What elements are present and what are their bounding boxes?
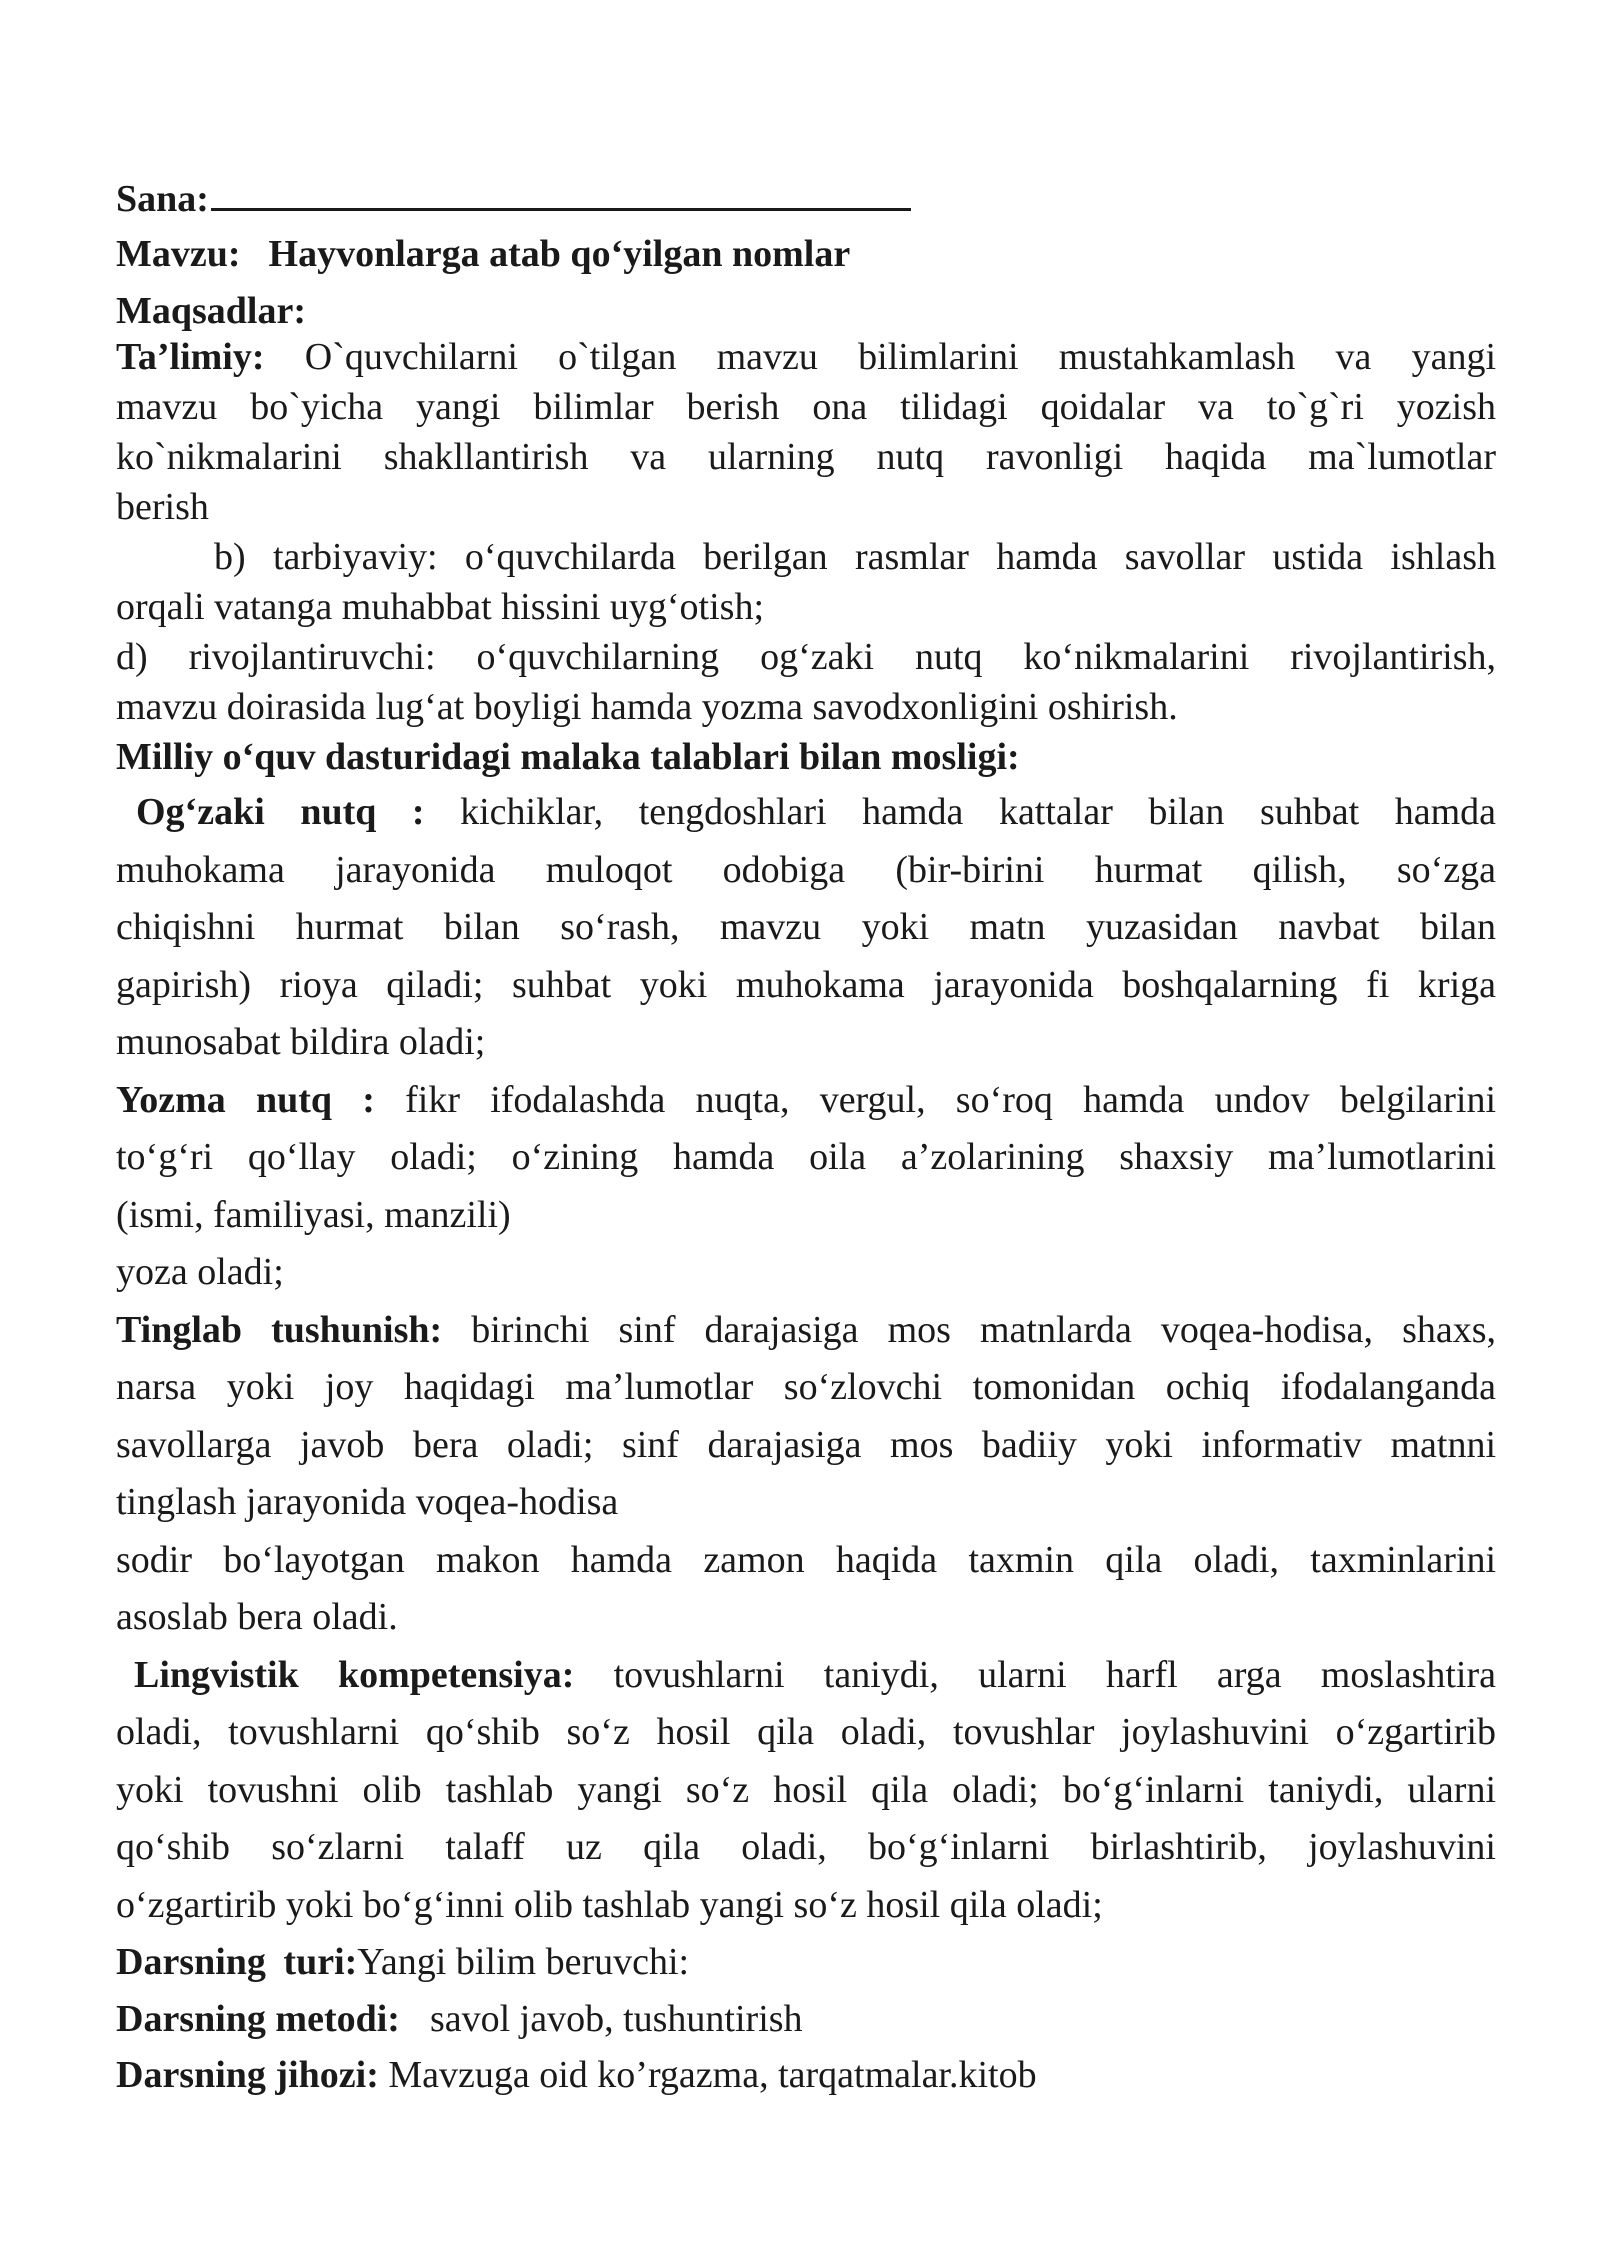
listening-line-2: narsa yoki joy haqidagi ma’lumotlar so‘zlovchi tomonidan ochiq ifodalanganda [116,1366,1496,1408]
listening-line-4: tinglash jarayonida voqea-hodisa [116,1481,619,1523]
educational-goal-line-2: mavzu bo`yicha yangi bilimlar berish ona tilidagi qoidalar va to`g`ri yozish [116,386,1496,428]
oral-speech-text-1: kichiklar, tengdoshlari hamda kattalar bilan suhbat hamda [460,791,1496,833]
linguistic-line-1 [116,1647,1496,1705]
topic-value: Hayvonlarga atab qo‘yilgan nomlar [268,233,851,275]
date-row [116,168,1496,228]
lesson-method-label: Darsning metodi: [116,1997,400,2040]
oral-speech-line-5: munosabat bildira oladi; [116,1021,486,1063]
educational-goal-line-1 [116,332,1496,382]
educational-goal-line-3: ko`nikmalarini shakllantirish va ularning nutq ravonligi haqida ma`lumotlar [116,436,1496,478]
lesson-info-block [116,1934,1496,2104]
written-speech-line-4: yoza oladi; [116,1251,284,1293]
written-speech-label: Yozma nutq : [116,1078,375,1121]
oral-speech-line-1 [116,784,1496,842]
lesson-type-label: Darsning turi: [116,1941,358,1983]
oral-speech-label: Og‘zaki nutq : [136,791,425,833]
linguistic-line-2: oladi, tovushlarni qo‘shib so‘z hosil qila oladi, tovushlar joylashuvini o‘zgartirib [116,1711,1496,1753]
date-blank-line [211,168,911,211]
written-speech-text-1: fikr ifodalashda nuqta, vergul, so‘roq hamda undov belgilarini [405,1078,1496,1121]
listening-text-1: birinchi sinf darajasiga mos matnlarda voqea-hodisa, shaxs, [471,1308,1497,1351]
topic-label: Mavzu: [116,233,241,275]
oral-speech-line-3: chiqishni hurmat bilan so‘rash, mavzu yoki matn yuzasidan navbat bilan [116,906,1496,948]
oral-speech-block [116,784,1496,1934]
lesson-plan-document [116,168,1496,2104]
educational-goal-label: Ta’limiy: [116,336,265,378]
listening-line-5: sodir bo‘layotgan makon hamda zamon haqida taxmin qila oladi, taxminlarini [116,1538,1496,1581]
lesson-equipment-value: Mavzuga oid ko’rgazma, tarqatmalar.kitob [388,2054,1037,2096]
lesson-equipment-label: Darsning jihozi: [116,2054,379,2096]
lesson-type-value: Yangi bilim beruvchi: [357,1941,690,1983]
date-label: Sana: [116,178,209,220]
written-speech-line-1 [116,1072,1496,1130]
linguistic-line-3: yoki tovushni olib tashlab yangi so‘z hosil qila oladi; bo‘g‘inlarni taniydi, ularni [116,1768,1496,1811]
written-speech-line-2: to‘g‘ri qo‘llay oladi; o‘zining hamda oila a’zolarining shaxsiy ma’lumotlarini [116,1136,1496,1178]
educational-goal-text-1: O`quvchilarni o`tilgan mavzu bilimlarini mustahkamlash va yangi [304,336,1496,378]
lesson-equipment-row [116,2047,1496,2104]
linguistic-text-1: tovushlarni taniydi, ularni harfl arga moslashtira [613,1653,1496,1696]
curriculum-heading [116,732,1496,782]
linguistic-line-4: qo‘shib so‘zlarni talaff uz qila oladi, bo‘g‘inlarni birlashtirib, joylashuvini [116,1826,1496,1868]
listening-line-6: asoslab bera oladi. [116,1596,398,1638]
topic-row [116,226,1496,283]
oral-speech-line-4: gapirish) rioya qiladi; suhbat yoki muhokama jarayonida boshqalarning fi kriga [116,963,1496,1006]
listening-line-3: savollarga javob bera oladi; sinf darajasiga mos badiiy yoki informativ matnni [116,1423,1496,1466]
lesson-method-value: savol javob, tushuntirish [429,1997,803,2040]
oral-speech-line-2: muhokama jarayonida muloqot odobiga (bir-birini hurmat qilish, so‘zga [116,848,1496,891]
upbringing-goal-line-1: b) tarbiyaviy: o‘quvchilarda berilgan rasmlar hamda savollar ustida ishlash [214,536,1496,578]
goals-label: Maqsadlar: [116,290,306,332]
developmental-goal-line-2: mavzu doirasida lug‘at boyligi hamda yozma savodxonligini oshirish. [116,686,1178,728]
lesson-type-row [116,1934,1496,1991]
educational-goal-block [116,332,1496,782]
educational-goal-line-4: berish [116,486,209,528]
curriculum-heading-text: Milliy o‘quv dasturidagi malaka talablari bilan mosligi: [116,736,1020,778]
written-speech-line-3: (ismi, familiyasi, manzili) [116,1193,511,1236]
linguistic-line-5: o‘zgartirib yoki bo‘g‘inni olib tashlab yangi so‘z hosil qila oladi; [116,1883,1103,1926]
lesson-method-row [116,1991,1496,2048]
developmental-goal-line-1: d) rivojlantiruvchi: o‘quvchilarning og‘zaki nutq ko‘nikmalarini rivojlantirish, [116,636,1496,678]
listening-line-1 [116,1302,1496,1360]
upbringing-goal-line-2: orqali vatanga muhabbat hissini uyg‘otish; [116,586,765,628]
linguistic-label: Lingvistik kompetensiya: [134,1653,575,1696]
listening-label: Tinglab tushunish: [116,1308,443,1351]
